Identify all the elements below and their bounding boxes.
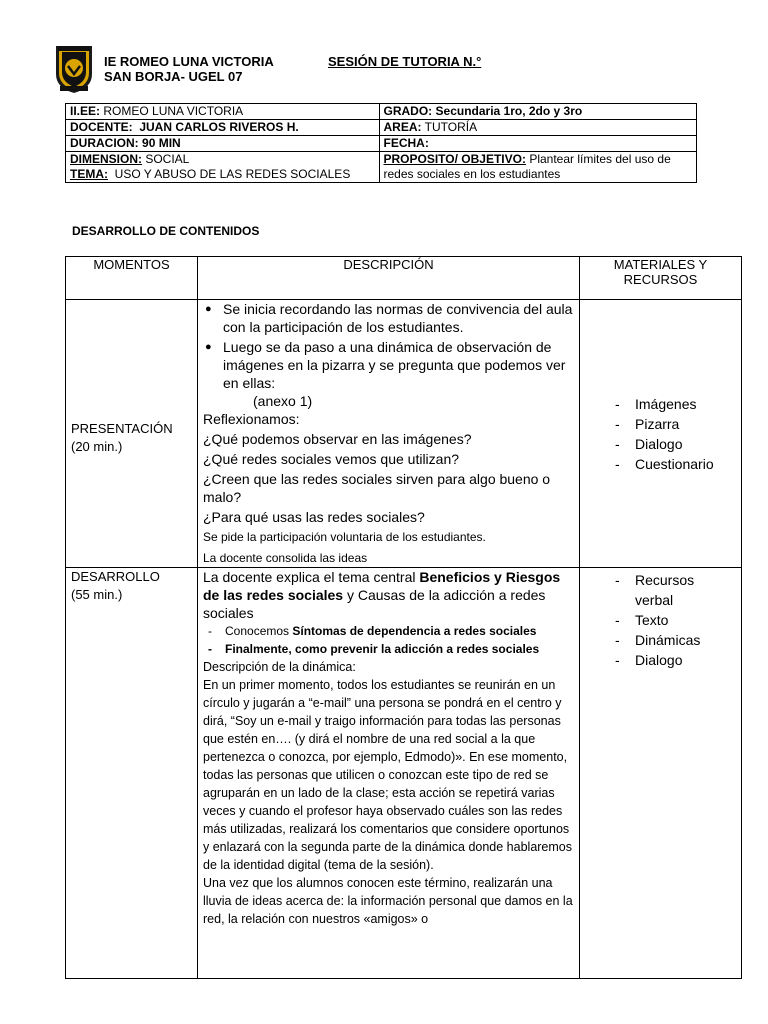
desarrollo-intro-a: La docente explica el tema central (203, 569, 420, 585)
duracion-value: 90 MIN (142, 136, 181, 150)
list-item: - Cuestionario (615, 454, 736, 474)
desarrollo-row (66, 568, 742, 979)
iiee-value: ROMEO LUNA VICTORIA (103, 104, 244, 118)
desarrollo-dinamica-title: Descripción de la dinámica: (203, 660, 356, 674)
presentacion-anexo: (anexo 1) (253, 393, 313, 409)
area-label: AREA: (383, 120, 422, 134)
area-value: TUTORÍA (424, 120, 478, 134)
grado-value: Secundaria 1ro, 2do y 3ro (435, 104, 583, 118)
presentacion-question-1: ¿Qué podemos observar en las imágenes? (203, 431, 472, 447)
info-table (65, 103, 697, 183)
list-item: - Dinámicas (615, 630, 736, 650)
col-momentos: MOMENTOS (66, 257, 198, 300)
desarrollo-paragraph-1: En un primer momento, todos los estudiantes se reunirán en un círculo y jugarán a “e-mail” una persona se pondrá en el centro y dirá, “Soy un e-mail y traigo información para todas las personas que estén en…. (y dirá el nombre de una red social a la que pertenezca o conozca, por ejemplo, Edmodo)». En ese momento, todas las personas que utilicen o conozcan este tipo de red se agruparán en un lado de la clase; esta acción se repetirá varias veces y cuando el profesor haya observado cuáles son las redes más utilizadas, realizará los comentarios que considere oportunos y enlazará con la segunda parte de la dinámica donde hablaremos de la identidad digital (tema de la sesión). (203, 678, 572, 872)
grado-label: GRADO: (383, 104, 433, 118)
session-title: SESIÓN DE TUTORIA N.° (328, 54, 482, 69)
desarrollo-paragraph-2: Una vez que los alumnos conocen este término, realizarán una lluvia de ideas acerca de: la información personal que damos en la red, la relación con nuestros «amigos» o (203, 876, 573, 926)
duracion-label: DURACION: (70, 136, 139, 150)
table-header-row (66, 257, 742, 300)
list-item: - Dialogo (615, 434, 736, 454)
list-item: - Dialogo (615, 650, 736, 670)
desarrollo-time: (55 min.) (71, 587, 123, 602)
school-header (104, 54, 274, 84)
presentacion-reflexionamos: Reflexionamos: (203, 411, 300, 427)
docente-label: DOCENTE: (70, 120, 133, 134)
presentacion-question-3: ¿Creen que las redes sociales sirven para algo bueno o malo? (203, 471, 551, 505)
presentacion-desc-cell (198, 300, 580, 568)
section-title: DESARROLLO DE CONTENIDOS (72, 224, 260, 238)
desarrollo-desc-cell (198, 568, 580, 979)
proposito-label: PROPOSITO/ OBJETIVO: (383, 152, 526, 166)
dimension-label: DIMENSION: (70, 152, 142, 166)
desarrollo-item-2: - Finalmente, como prevenir la adicción a redes sociales (203, 640, 574, 658)
desarrollo-momento-cell (66, 568, 198, 979)
presentacion-row (66, 300, 742, 568)
proposito-value: Plantear límites del uso de redes sociales en los estudiantes (383, 152, 671, 181)
tema-label: TEMA: (70, 167, 108, 181)
content-table (65, 256, 742, 979)
school-name: IE ROMEO LUNA VICTORIA (104, 54, 274, 69)
iiee-cell (66, 104, 380, 120)
col-materiales: MATERIALES Y RECURSOS (580, 257, 742, 300)
grado-cell (379, 104, 697, 120)
list-item: - Texto (615, 610, 736, 630)
area-cell (379, 120, 697, 136)
desarrollo-materiales-cell (580, 568, 742, 979)
presentacion-note-1: Se pide la participación voluntaria de los estudiantes. (203, 530, 486, 544)
desarrollo-materiales-list (585, 570, 736, 670)
iiee-label: II.EE: (70, 104, 101, 118)
presentacion-momento-cell (66, 300, 198, 568)
list-item: - Imágenes (615, 394, 736, 414)
list-item: - Recursos verbal (615, 570, 736, 610)
dimension-tema-cell (66, 152, 380, 183)
desarrollo-intro (203, 568, 574, 622)
school-district: SAN BORJA- UGEL 07 (104, 69, 243, 84)
desarrollo-intro-c: y Causas de la adicción a redes sociales (203, 587, 546, 621)
desarrollo-item-1 (203, 622, 574, 640)
fecha-label: FECHA: (383, 136, 429, 150)
desarrollo-label: DESARROLLO (71, 569, 160, 584)
tema-value: USO Y ABUSO DE LAS REDES SOCIALES (114, 167, 351, 181)
presentacion-materiales-cell (580, 300, 742, 568)
school-crest-logo (52, 44, 96, 94)
docente-cell (66, 120, 380, 136)
presentacion-question-4: ¿Para qué usas las redes sociales? (203, 509, 425, 525)
desarrollo-item-1-a: Conocemos (225, 624, 293, 638)
desarrollo-item-1-b: Síntomas de dependencia a redes sociales (292, 624, 537, 638)
desarrollo-intro-b: Beneficios y Riesgos de las redes sociales (203, 569, 561, 603)
presentacion-question-2: ¿Qué redes sociales vemos que utilizan? (203, 451, 460, 467)
presentacion-bullet-2: ● Luego se da paso a una dinámica de observación de imágenes en la pizarra y se pregunta que podemos ver en ellas: (203, 338, 574, 392)
dimension-value: SOCIAL (145, 152, 190, 166)
list-item: - Pizarra (615, 414, 736, 434)
docente-value: JUAN CARLOS RIVEROS H. (139, 120, 299, 134)
presentacion-materiales-list (585, 394, 736, 474)
presentacion-time: (20 min.) (71, 438, 123, 454)
col-descripcion: DESCRIPCIÓN (198, 257, 580, 300)
presentacion-bullet-1: ● Se inicia recordando las normas de convivencia del aula con la participación de los estudiantes. (203, 300, 574, 336)
presentacion-label: PRESENTACIÓN (71, 420, 173, 436)
duracion-cell (66, 136, 380, 152)
proposito-cell (379, 152, 697, 183)
fecha-cell (379, 136, 697, 152)
presentacion-note-2: La docente consolida las ideas (203, 551, 368, 565)
